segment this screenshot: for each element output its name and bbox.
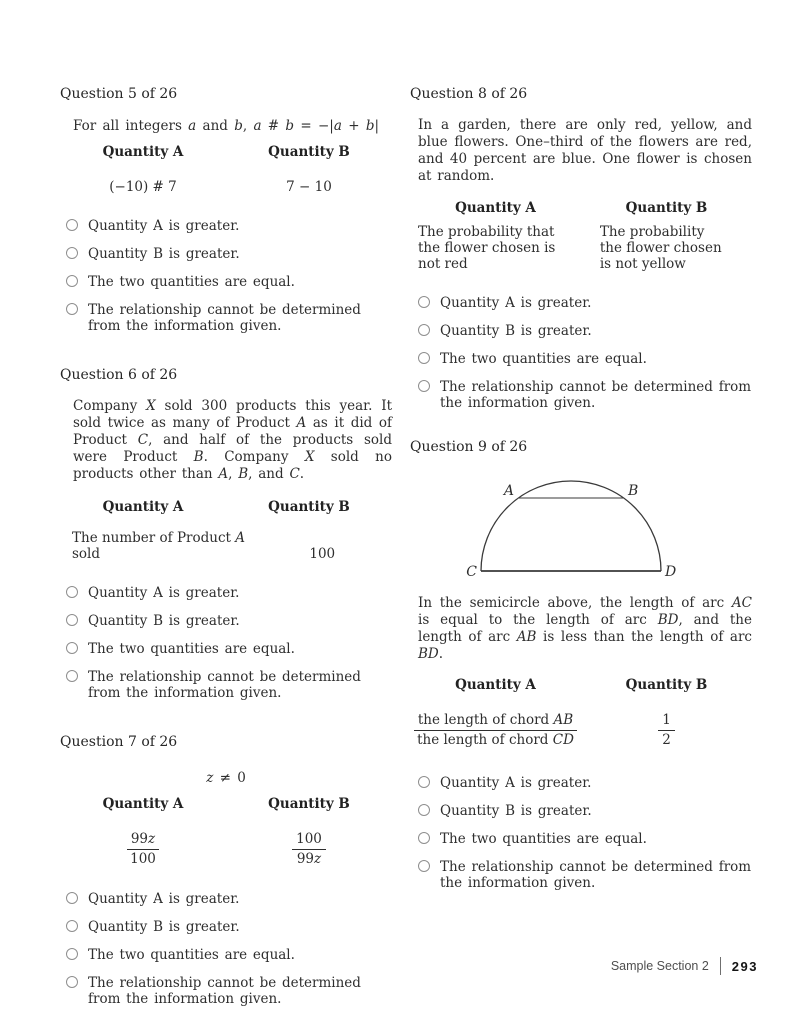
option-label[interactable]: Quantity B is greater.: [88, 246, 240, 262]
figure-label-d: D: [665, 564, 677, 580]
right-column: [410, 86, 752, 924]
quantity-b-value: [226, 831, 392, 868]
radio-button-icon[interactable]: [418, 804, 430, 816]
option-label[interactable]: The relationship cannot be determined from the information given.: [88, 669, 361, 701]
answer-options: [60, 891, 392, 1007]
question-9-header: Question 9 of 26: [410, 439, 528, 455]
option-row[interactable]: [418, 859, 752, 891]
fraction-numerator: 99z: [127, 831, 159, 850]
figure-label-b: B: [628, 483, 639, 499]
option-label[interactable]: Quantity B is greater.: [440, 803, 592, 819]
quantity-b-value: [581, 712, 752, 749]
option-label[interactable]: The relationship cannot be determined from the information given.: [440, 379, 752, 411]
question-5-condition: For all integers a and b, a # b = −|a + b|: [72, 118, 380, 134]
question-5: [60, 86, 392, 334]
radio-button-icon[interactable]: [66, 976, 78, 988]
option-row[interactable]: [418, 351, 752, 367]
quantity-a-header: Quantity A: [102, 499, 184, 515]
quantity-b-value: 7 − 10: [286, 179, 332, 195]
option-label[interactable]: Quantity B is greater.: [88, 919, 240, 935]
semicircle-figure: [456, 469, 686, 581]
radio-button-icon[interactable]: [66, 586, 78, 598]
quantity-headers: [60, 499, 392, 515]
radio-button-icon[interactable]: [66, 614, 78, 626]
page-number: 293: [731, 958, 758, 974]
radio-button-icon[interactable]: [66, 219, 78, 231]
option-label[interactable]: Quantity A is greater.: [88, 585, 240, 601]
quantity-a-header: Quantity A: [455, 677, 536, 693]
option-label[interactable]: The relationship cannot be determined from the information given.: [88, 975, 361, 1007]
quantity-values: [60, 521, 392, 562]
radio-button-icon[interactable]: [66, 247, 78, 259]
option-row[interactable]: [418, 323, 752, 339]
option-row[interactable]: [418, 803, 752, 819]
fraction-denominator: 99z: [296, 851, 322, 867]
quantity-a-value: [60, 831, 226, 868]
quantity-b-header: Quantity B: [268, 796, 350, 812]
option-row[interactable]: [66, 613, 392, 629]
option-label[interactable]: Quantity A is greater.: [440, 295, 592, 311]
question-5-header: Question 5 of 26: [60, 86, 178, 102]
answer-options: [60, 218, 392, 334]
quantity-b-header: Quantity B: [268, 144, 350, 160]
question-9-stimulus: In the semicircle above, the length of arc AC is equal to the length of arc BD, and the length of arc AB is less than the length of arc BD.: [418, 595, 752, 662]
question-8: [410, 86, 752, 411]
radio-button-icon[interactable]: [66, 670, 78, 682]
page-footer: [611, 957, 758, 975]
option-row[interactable]: [66, 641, 392, 657]
option-label[interactable]: The two quantities are equal.: [440, 351, 647, 367]
radio-button-icon[interactable]: [418, 352, 430, 364]
quantity-values: [410, 224, 752, 272]
question-6-header: Question 6 of 26: [60, 367, 178, 383]
radio-button-icon[interactable]: [66, 642, 78, 654]
question-7-header: Question 7 of 26: [60, 734, 178, 750]
quantity-headers: [60, 144, 392, 160]
fraction: [658, 712, 675, 749]
option-row[interactable]: [66, 891, 392, 907]
radio-button-icon[interactable]: [418, 832, 430, 844]
option-row[interactable]: [66, 975, 392, 1007]
option-row[interactable]: [66, 947, 392, 963]
answer-options: [60, 585, 392, 701]
option-row[interactable]: [418, 775, 752, 791]
question-6-stimulus: Company X sold 300 products this year. It sold twice as many of Product A as it did of Product C, and half of the products sold were Product B. Company X sold no products other than A, B, and C.: [73, 398, 393, 482]
option-label[interactable]: Quantity B is greater.: [88, 613, 240, 629]
quantity-b-header: Quantity B: [625, 677, 708, 693]
fraction-numerator: 1: [658, 712, 675, 731]
question-8-header: Question 8 of 26: [410, 86, 528, 102]
section-label: Sample Section 2: [610, 959, 709, 973]
quantity-b-header: Quantity B: [268, 499, 350, 515]
fraction-numerator: the length of chord AB: [414, 712, 577, 731]
radio-button-icon[interactable]: [418, 860, 430, 872]
radio-button-icon[interactable]: [418, 296, 430, 308]
option-label[interactable]: Quantity A is greater.: [440, 775, 592, 791]
fraction-denominator: 2: [662, 732, 671, 748]
option-label[interactable]: Quantity A is greater.: [88, 891, 240, 907]
option-label[interactable]: The two quantities are equal.: [440, 831, 647, 847]
option-row[interactable]: [418, 831, 752, 847]
quantity-a-value: The number of Product A sold: [72, 530, 245, 562]
option-row[interactable]: [66, 585, 392, 601]
question-6: [60, 367, 392, 701]
fraction-numerator: 100: [292, 831, 326, 850]
quantity-values: [60, 170, 392, 195]
footer-divider: [720, 957, 721, 975]
quantity-b-value: The probability the flower chosen is not yellow: [599, 224, 722, 272]
radio-button-icon[interactable]: [66, 303, 78, 315]
figure-label-c: C: [466, 564, 477, 580]
option-row[interactable]: [66, 274, 392, 290]
fraction: [292, 831, 326, 868]
radio-button-icon[interactable]: [418, 324, 430, 336]
quantity-b-value: 100: [309, 546, 336, 562]
quantity-values: [60, 822, 392, 868]
radio-button-icon[interactable]: [66, 948, 78, 960]
left-column: [60, 86, 392, 1036]
option-label[interactable]: The two quantities are equal.: [88, 641, 295, 657]
option-label[interactable]: The relationship cannot be determined from the information given.: [440, 859, 752, 891]
quantity-b-header: Quantity B: [625, 200, 708, 216]
option-row[interactable]: [418, 295, 752, 311]
option-label[interactable]: The relationship cannot be determined from the information given.: [88, 302, 361, 334]
answer-options: [410, 295, 752, 411]
option-row[interactable]: [66, 919, 392, 935]
option-row[interactable]: [418, 379, 752, 411]
question-8-stimulus: In a garden, there are only red, yellow, and blue flowers. One–third of the flowers are red, and 40 percent are blue. One flower is chosen at random.: [418, 117, 752, 184]
quantity-values: [410, 703, 752, 749]
option-label[interactable]: The two quantities are equal.: [88, 274, 295, 290]
question-9: [410, 439, 752, 891]
radio-button-icon[interactable]: [418, 380, 430, 392]
option-label[interactable]: Quantity A is greater.: [88, 218, 240, 234]
fraction-denominator: the length of chord CD: [417, 732, 574, 748]
figure-label-a: A: [503, 483, 514, 499]
option-row[interactable]: [66, 218, 392, 234]
quantity-a-value: The probability that the flower chosen is not red: [418, 224, 556, 272]
radio-button-icon[interactable]: [66, 892, 78, 904]
quantity-a-value: (−10) # 7: [109, 179, 177, 195]
radio-button-icon[interactable]: [418, 776, 430, 788]
quantity-a-value: [410, 712, 581, 749]
option-label[interactable]: Quantity B is greater.: [440, 323, 592, 339]
fraction: [414, 712, 577, 749]
quantity-headers: [60, 796, 392, 812]
option-row[interactable]: [66, 669, 392, 701]
radio-button-icon[interactable]: [66, 275, 78, 287]
quantity-headers: [410, 200, 752, 216]
option-row[interactable]: [66, 246, 392, 262]
question-7: [60, 734, 392, 1007]
question-7-condition: z ≠ 0: [206, 770, 246, 786]
option-label[interactable]: The two quantities are equal.: [88, 947, 295, 963]
fraction-denominator: 100: [130, 851, 156, 867]
quantity-headers: [410, 677, 752, 693]
quantity-a-header: Quantity A: [102, 796, 184, 812]
quantity-a-header: Quantity A: [455, 200, 536, 216]
fraction: [127, 831, 159, 868]
answer-options: [410, 775, 752, 891]
radio-button-icon[interactable]: [66, 920, 78, 932]
quantity-a-header: Quantity A: [102, 144, 184, 160]
option-row[interactable]: [66, 302, 392, 334]
